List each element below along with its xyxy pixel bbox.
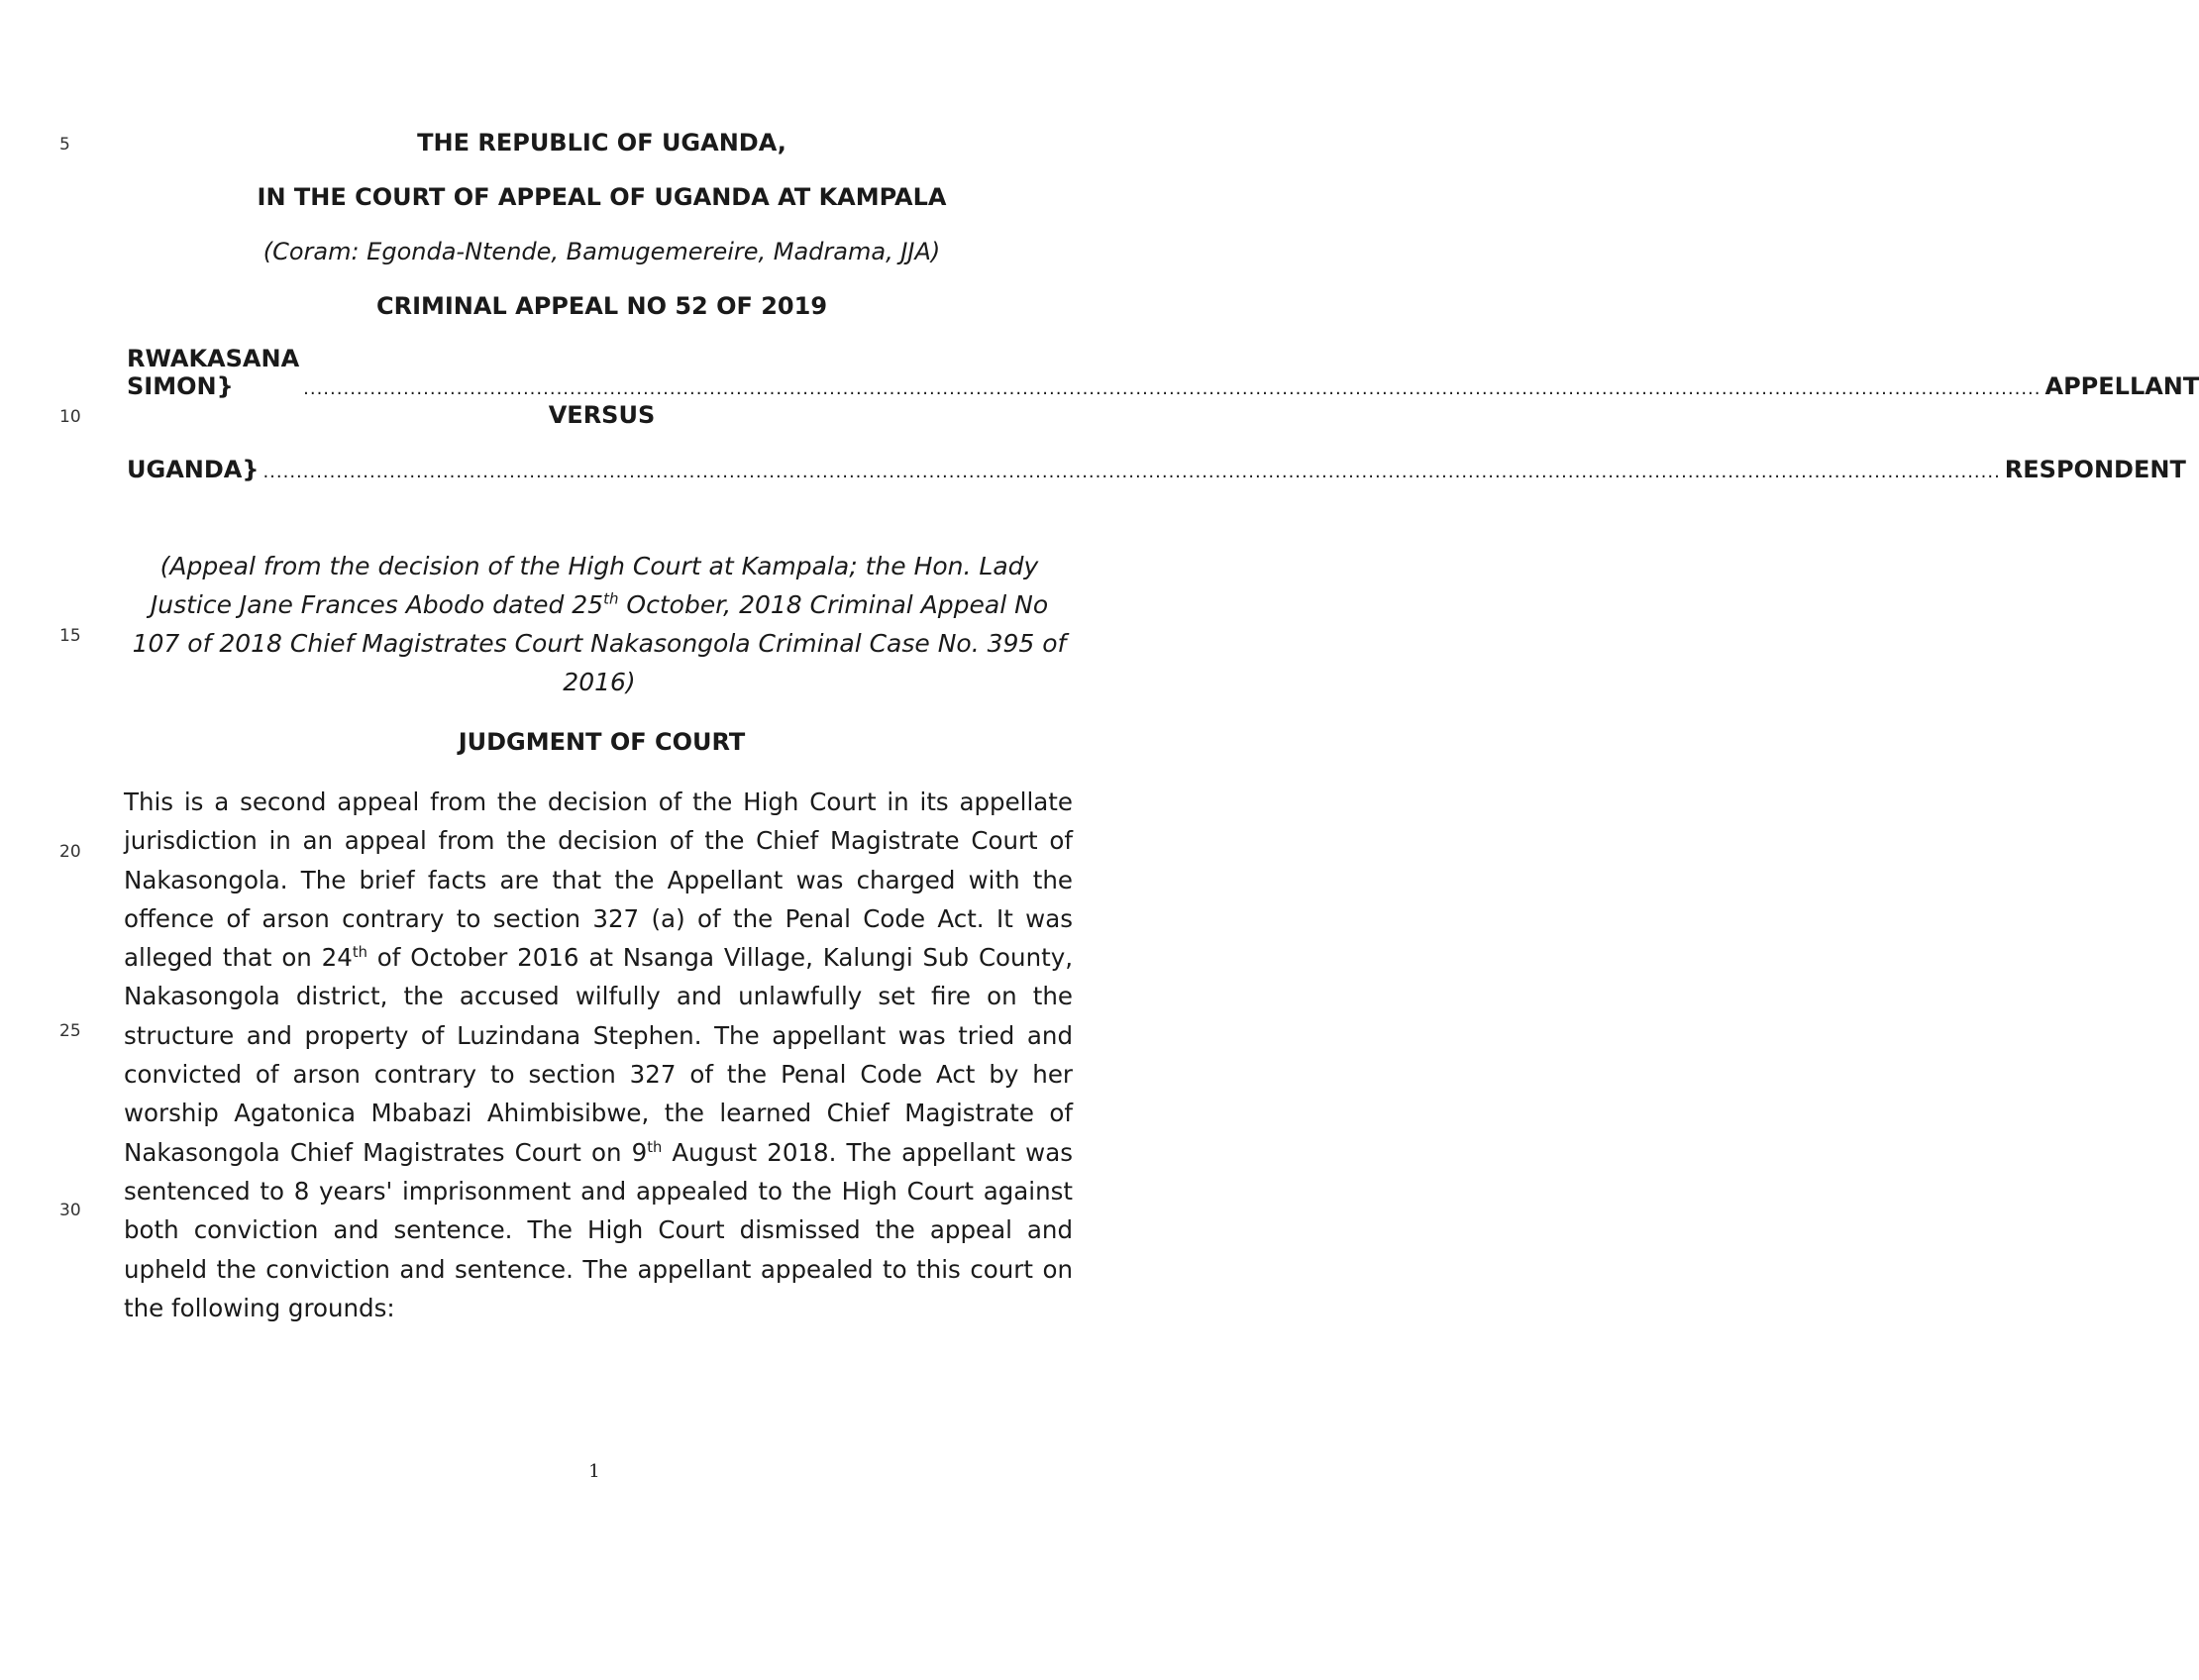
line-number: 30 [59, 1201, 81, 1220]
republic-heading: THE REPUBLIC OF UGANDA, [417, 129, 786, 157]
case-number: CRIMINAL APPEAL NO 52 OF 2019 [375, 292, 828, 320]
dot-leader: ..................................................................................................................................................................................................................................................................... [262, 462, 2001, 482]
body-paragraph: This is a second appeal from the decision of the High Court in its appellate jurisdiction in an appeal from the decision of the Chief Magistrate Court of Nakasongola. The brief facts are that the Appellant was charged with the offence of arson contrary to section 327 (a) of the Penal Code Act. It was alleged that on 24th of October 2016 at Nsanga Village, Kalungi Sub County, Nakasongola district, the accused wilfully and unlawfully set fire on the structure and property of Luzindana Stephen. The appellant was tried and convicted of arson contrary to section 327 of the Penal Code Act by her worship Agatonica Mbabazi Ahimbisibwe, the learned Chief Magistrate of Nakasongola Chief Magistrates Court on 9th August 2018. The appellant was sentenced to 8 years' imprisonment and appealed to the High Court against both conviction and sentence. The High Court dismissed the appeal and upheld the conviction and sentence. The appellant appealed to this court on the following grounds: [124, 788, 1074, 1322]
appellant-line [127, 345, 2199, 400]
line-number: 5 [59, 135, 70, 155]
court-heading: IN THE COURT OF APPEAL OF UGANDA AT KAMPALA [257, 183, 947, 211]
appellant-name: RWAKASANA SIMON} [127, 345, 300, 400]
page-number: 1 [588, 1461, 600, 1482]
line-number: 15 [59, 626, 81, 646]
judgment-title: JUDGMENT OF COURT [458, 728, 746, 756]
appeal-from-note: (Appeal from the decision of the High Court at Kampala; the Hon. Lady Justice Jane Frances Abodo dated 25th October, 2018 Criminal Appeal No 107 of 2018 Chief Magistrates Court Nakasongola Criminal Case No. 395 of 2016) [132, 552, 1067, 696]
line-number: 25 [59, 1021, 81, 1041]
coram-line: (Coram: Egonda-Ntende, Bamugemereire, Madrama, JJA) [262, 238, 941, 265]
respondent-name: UGANDA} [127, 456, 260, 483]
versus-heading: VERSUS [548, 401, 656, 429]
respondent-line [127, 456, 2186, 483]
dot-leader: ..................................................................................................................................................................................................................................................................... [303, 378, 2042, 399]
line-number: 20 [59, 842, 81, 862]
line-number: 10 [59, 407, 81, 427]
respondent-role: RESPONDENT [2004, 456, 2186, 483]
appellant-role: APPELLANT [2044, 372, 2199, 400]
